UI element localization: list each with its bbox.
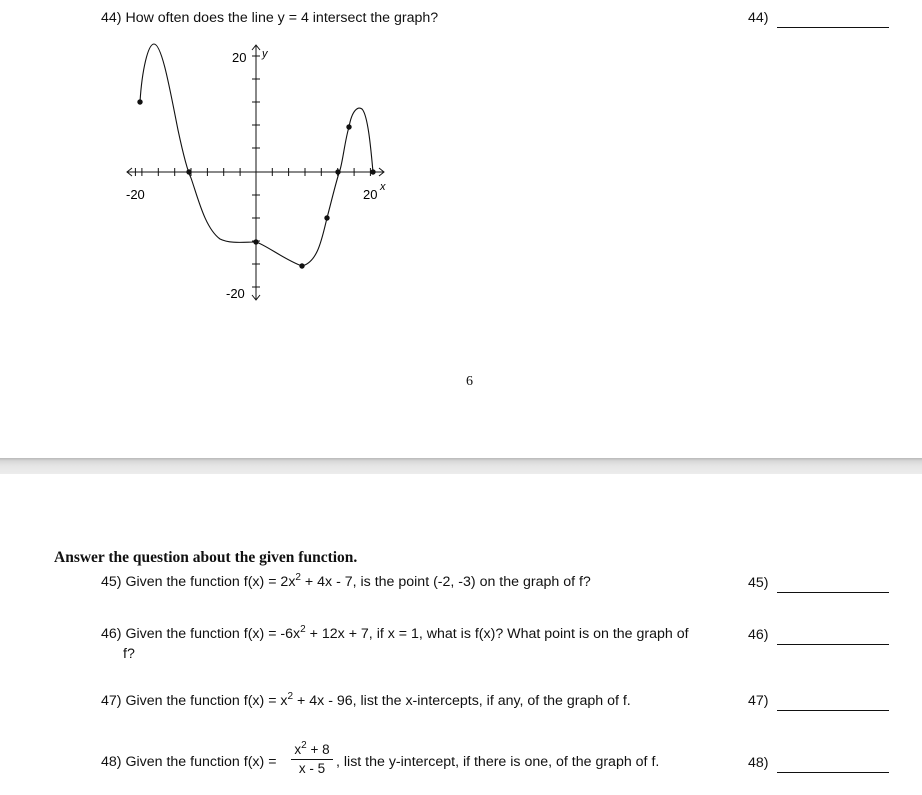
function-graph bbox=[0, 0, 922, 360]
answer-46-number: 46) bbox=[748, 627, 769, 643]
curve-point bbox=[186, 169, 191, 174]
curve-point bbox=[370, 169, 375, 174]
question-47-text-before: Given the function f(x) = x bbox=[125, 693, 288, 709]
curve-point bbox=[253, 239, 258, 244]
question-48-text-before: Given the function f(x) = bbox=[125, 754, 277, 770]
question-46 bbox=[101, 626, 689, 642]
answer-48-number: 48) bbox=[748, 755, 769, 771]
fraction-bar bbox=[291, 759, 333, 760]
y-axis-label: y bbox=[262, 48, 268, 60]
x-axis-label: x bbox=[380, 181, 386, 193]
answer-44-number: 44) bbox=[748, 10, 769, 26]
y-min-label: -20 bbox=[226, 286, 245, 301]
question-46-text-before: Given the function f(x) = -6x bbox=[125, 626, 301, 642]
page-divider bbox=[0, 458, 922, 474]
question-48-text-after: , list the y-intercept, if there is one, of the graph of f. bbox=[336, 754, 660, 770]
question-48-lead bbox=[101, 754, 276, 770]
x-min-label: -20 bbox=[126, 187, 145, 202]
section-heading: Answer the question about the given function. bbox=[54, 549, 358, 566]
question-45-text-before: Given the function f(x) = 2x bbox=[125, 574, 296, 590]
y-max-label: 20 bbox=[232, 50, 247, 65]
page-number: 6 bbox=[466, 374, 473, 389]
answer-47-blank[interactable] bbox=[777, 710, 889, 711]
question-47 bbox=[101, 693, 631, 709]
question-45-text-after: + 4x - 7, is the point (-2, -3) on the graph of f? bbox=[300, 574, 591, 590]
question-47-text-after: + 4x - 96, list the x-intercepts, if any, of the graph of f. bbox=[293, 693, 631, 709]
answer-48-blank[interactable] bbox=[777, 772, 889, 773]
curve-point bbox=[324, 215, 329, 220]
x-max-label: 20 bbox=[363, 187, 378, 202]
numerator-rest: + 8 bbox=[306, 742, 330, 757]
question-47-prefix: 47) bbox=[101, 693, 122, 709]
question-48-fraction bbox=[290, 742, 334, 782]
answer-45-blank[interactable] bbox=[777, 592, 889, 593]
question-45-exponent: 2 bbox=[295, 572, 301, 583]
curve-point bbox=[346, 124, 351, 129]
answer-46-blank[interactable] bbox=[777, 644, 889, 645]
numerator-exponent: 2 bbox=[301, 740, 307, 751]
question-44-prefix: 44) bbox=[101, 10, 122, 26]
question-47-exponent: 2 bbox=[287, 691, 294, 702]
question-46-prefix: 46) bbox=[101, 626, 122, 642]
numerator-base: x bbox=[294, 742, 302, 757]
answer-47-number: 47) bbox=[748, 693, 769, 709]
fraction-denominator: x - 5 bbox=[298, 761, 326, 776]
curve-point bbox=[299, 263, 304, 268]
question-45-prefix: 45) bbox=[101, 574, 122, 590]
fraction-numerator bbox=[290, 742, 334, 757]
curve-point bbox=[335, 169, 340, 174]
question-46-exponent: 2 bbox=[300, 624, 306, 635]
question-44-text: How often does the line y = 4 intersect the graph? bbox=[125, 10, 439, 26]
question-48-prefix: 48) bbox=[101, 754, 122, 770]
curve-point bbox=[137, 99, 142, 104]
question-46-line2: f? bbox=[123, 646, 135, 662]
answer-45-number: 45) bbox=[748, 575, 769, 591]
question-45 bbox=[101, 574, 591, 590]
question-46-text-after: + 12x + 7, if x = 1, what is f(x)? What point is on the graph of bbox=[305, 626, 689, 642]
